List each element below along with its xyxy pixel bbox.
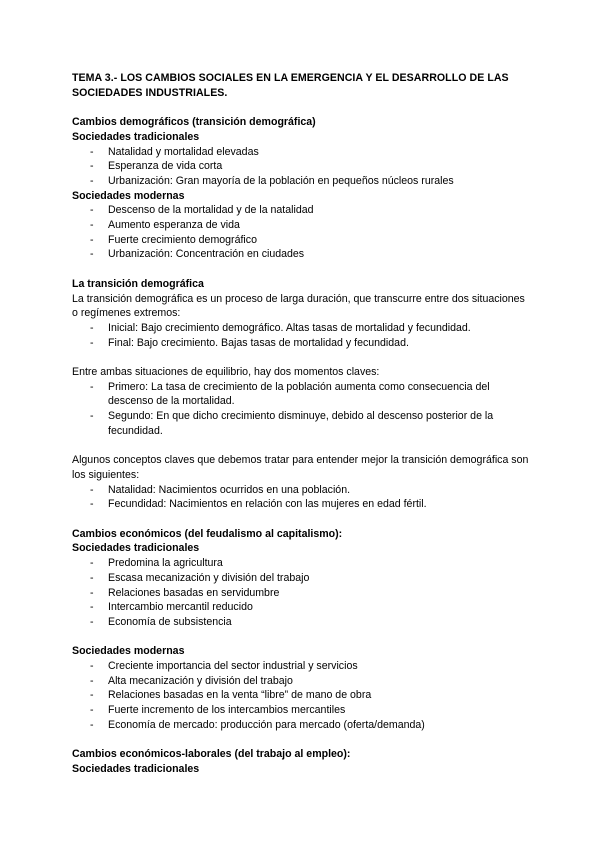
list-item: - Predomina la agricultura (90, 557, 223, 570)
list-item: - Natalidad y mortalidad elevadas (90, 145, 259, 158)
list-item: - Economía de mercado: producción para mercado (oferta/demanda) (90, 718, 425, 731)
list-item: - Fecundidad: Nacimientos en relación con las mujeres en edad fértil. (90, 498, 427, 511)
subheading-tradicionales: Sociedades tradicionales (72, 542, 200, 555)
list-item: - Primero: La tasa de crecimiento de la población aumenta como consecuencia del descenso de la mortalidad. (90, 380, 490, 408)
dash-bullet: - (90, 483, 94, 496)
list-economicos-modernas (72, 659, 532, 733)
paragraph-equilibrio: Entre ambas situaciones de equilibrio, hay dos momentos claves: (72, 366, 380, 379)
list-demograficos-modernas (72, 203, 532, 262)
section-heading-demograficos: Cambios demográficos (transición demográfica) (72, 116, 316, 129)
dash-bullet: - (90, 498, 94, 511)
dash-bullet: - (90, 601, 94, 614)
dash-bullet: - (90, 660, 94, 673)
list-economicos-tradicionales (72, 556, 532, 630)
list-item: - Descenso de la mortalidad y de la natalidad (90, 204, 314, 217)
dash-bullet: - (90, 336, 94, 349)
section-heading-laborales: Cambios económicos-laborales (del trabajo al empleo): (72, 748, 351, 761)
list-momentos-claves (72, 380, 532, 439)
list-item: - Intercambio mercantil reducido (90, 601, 253, 614)
list-item: - Natalidad: Nacimientos ocurridos en una población. (90, 483, 351, 496)
list-demograficos-tradicionales (72, 145, 532, 189)
list-item: - Segundo: En que dicho crecimiento disminuye, debido al descenso posterior de la fecundidad. (90, 410, 494, 437)
dash-bullet: - (90, 204, 94, 217)
list-item: - Escasa mecanización y división del trabajo (90, 571, 310, 584)
list-item: - Urbanización: Concentración en ciudades (90, 248, 305, 261)
list-item: - Relaciones basadas en la venta “libre” de mano de obra (90, 689, 372, 702)
paragraph-transicion-intro: La transición demográfica es un proceso de larga duración, que transcurre entre dos situaciones o regímenes extremos: (72, 292, 525, 320)
dash-bullet: - (90, 674, 94, 687)
subheading-tradicionales: Sociedades tradicionales (72, 130, 200, 143)
dash-bullet: - (90, 160, 94, 173)
list-item: - Inicial: Bajo crecimiento demográfico. Altas tasas de mortalidad y fecundidad. (90, 321, 471, 334)
dash-bullet: - (90, 321, 94, 334)
subheading-modernas: Sociedades modernas (72, 189, 185, 202)
list-item: - Creciente importancia del sector industrial y servicios (90, 660, 358, 673)
section-heading-transicion: La transición demográfica (72, 277, 204, 290)
document-title: TEMA 3.- LOS CAMBIOS SOCIALES EN LA EMERGENCIA Y EL DESARROLLO DE LAS SOCIEDADES INDUSTRIALES. (72, 72, 509, 99)
dash-bullet: - (90, 219, 94, 232)
list-item: - Final: Bajo crecimiento. Bajas tasas de mortalidad y fecundidad. (90, 336, 409, 349)
list-item: - Esperanza de vida corta (90, 160, 223, 173)
list-conceptos (72, 483, 532, 512)
list-transicion-extremos (72, 321, 532, 350)
dash-bullet: - (90, 586, 94, 599)
dash-bullet: - (90, 410, 94, 423)
dash-bullet: - (90, 380, 94, 393)
dash-bullet: - (90, 718, 94, 731)
list-item: - Fuerte crecimiento demográfico (90, 233, 257, 246)
dash-bullet: - (90, 174, 94, 187)
paragraph-conceptos: Algunos conceptos claves que debemos tratar para entender mejor la transición demográfica son los siguientes: (72, 454, 529, 481)
list-item: - Economía de subsistencia (90, 615, 232, 628)
subheading-modernas: Sociedades modernas (72, 645, 185, 658)
list-item: - Urbanización: Gran mayoría de la población en pequeños núcleos rurales (90, 174, 454, 187)
dash-bullet: - (90, 571, 94, 584)
dash-bullet: - (90, 689, 94, 702)
dash-bullet: - (90, 704, 94, 717)
dash-bullet: - (90, 233, 94, 246)
list-item: - Relaciones basadas en servidumbre (90, 586, 280, 599)
dash-bullet: - (90, 615, 94, 628)
list-item: - Aumento esperanza de vida (90, 219, 240, 232)
subheading-tradicionales: Sociedades tradicionales (72, 762, 200, 775)
dash-bullet: - (90, 557, 94, 570)
dash-bullet: - (90, 248, 94, 261)
document-body (72, 71, 532, 777)
section-heading-economicos: Cambios económicos (del feudalismo al capitalismo): (72, 527, 343, 540)
list-item: - Alta mecanización y división del trabajo (90, 674, 293, 687)
list-item: - Fuerte incremento de los intercambios mercantiles (90, 704, 346, 717)
dash-bullet: - (90, 145, 94, 158)
